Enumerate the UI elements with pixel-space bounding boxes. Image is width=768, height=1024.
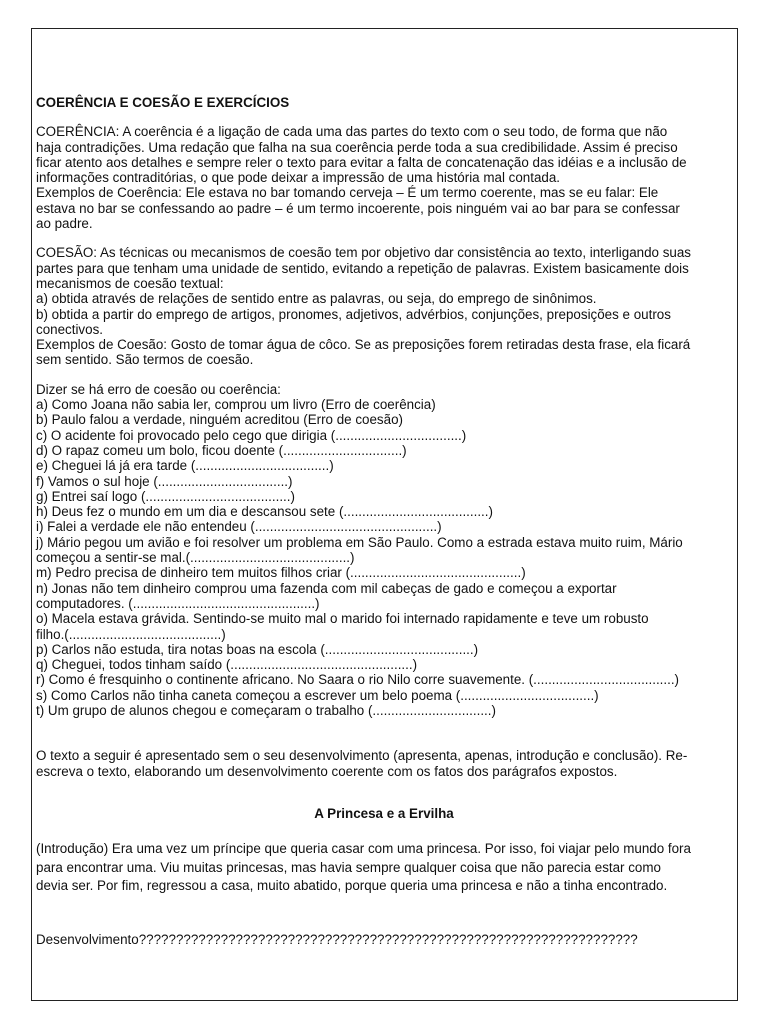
story-title: A Princesa e a Ervilha <box>314 805 454 821</box>
exercise-item: p) Carlos não estuda, tira notas boas na escola (........................................) <box>36 641 479 657</box>
text-line: COERÊNCIA: A coerência é a ligação de cada uma das partes do texto com o seu todo, de forma que não <box>36 124 668 140</box>
exercise-item: t) Um grupo de alunos chegou e começaram o trabalho (................................) <box>36 702 496 718</box>
text-line: mecanismos de coesão textual: <box>36 275 224 291</box>
exercise-item: começou a sentir-se mal.(...........................................) <box>36 550 355 566</box>
text-line: conectivos. <box>36 321 103 337</box>
coerencia-paragraph <box>36 124 732 231</box>
exercise-item: n) Jonas não tem dinheiro comprou uma fazenda com mil cabeças de gado e começou a exportar <box>36 580 617 596</box>
text-line: ao padre. <box>36 216 93 232</box>
instruction-paragraph <box>36 748 732 779</box>
text-line: Exemplos de Coerência: Ele estava no bar tomando cerveja – É um termo coerente, mas se eu falar: Ele <box>36 185 659 201</box>
text-line: a) obtida através de relações de sentido entre as palavras, ou seja, do emprego de sinônimos. <box>36 291 597 307</box>
exercise-item: c) O acidente foi provocado pelo cego que dirigia (..................................) <box>36 427 467 443</box>
text-line: escreva o texto, elaborando um desenvolvimento coerente com os fatos dos parágrafos expostos. <box>36 763 618 779</box>
text-line: estava no bar se confessando ao padre – é um termo incoerente, pois ninguém vai ao bar para se confessar <box>36 200 680 216</box>
text-line: ficar atento aos detalhes e sempre reler o texto para evitar a falta de concatenação das idéias e a inclusão de <box>36 154 687 170</box>
text-line: para encontrar uma. Viu muitas princesas, mas havia sempre qualquer coisa que não parecia estar como <box>36 859 661 875</box>
exercise-item: r) Como é fresquinho o continente africano. No Saara o rio Nilo corre suavemente. (......................................) <box>36 672 680 688</box>
exercise-item: m) Pedro precisa de dinheiro tem muitos filhos criar (..............................................) <box>36 565 526 581</box>
exercise-item: e) Cheguei lá já era tarde (....................................) <box>36 458 334 474</box>
exercise-heading: Dizer se há erro de coesão ou coerência: <box>36 381 281 397</box>
document-title: COERÊNCIA E COESÃO E EXERCÍCIOS <box>36 95 290 110</box>
exercise-item: h) Deus fez o mundo em um dia e descansou sete (.......................................) <box>36 504 493 520</box>
exercise-list <box>36 382 732 719</box>
exercise-item: q) Cheguei, todos tinham saído (.................................................) <box>36 657 418 673</box>
document-page <box>31 28 738 1001</box>
document-content <box>36 95 732 947</box>
development-prompt: Desenvolvimento??????????????????????????????????????????????????????????????????? <box>36 931 638 947</box>
exercise-item: filho.(.........................................) <box>36 626 226 642</box>
exercise-item: b) Paulo falou a verdade, ninguém acreditou (Erro de coesão) <box>36 412 403 428</box>
exercise-item: g) Entrei saí logo (.......................................) <box>36 488 295 504</box>
exercise-item: f) Vamos o sul hoje (...................................) <box>36 473 293 489</box>
text-line: informações contraditórias, o que pode deixar a impressão de uma história mal contada. <box>36 170 561 186</box>
text-line: (Introdução) Era uma vez um príncipe que queria casar com uma princesa. Por isso, foi viajar pelo mundo fora <box>36 841 691 857</box>
text-line: devia ser. Por fim, regressou a casa, muito abatido, porque queria uma princesa e não a tinha encontrado. <box>36 878 668 894</box>
text-line: sem sentido. São termos de coesão. <box>36 352 254 368</box>
exercise-item: a) Como Joana não sabia ler, comprou um livro (Erro de coerência) <box>36 397 436 413</box>
exercise-item: i) Falei a verdade ele não entendeu (.................................................) <box>36 519 442 535</box>
text-line: O texto a seguir é apresentado sem o seu desenvolvimento (apresenta, apenas, introdução e conclusão). Re- <box>36 748 688 764</box>
exercise-item: s) Como Carlos não tinha caneta começou a escrever um belo poema (....................................) <box>36 687 599 703</box>
text-line: COESÃO: As técnicas ou mecanismos de coesão tem por objetivo dar consistência ao texto, interligando suas <box>36 245 691 261</box>
text-line: partes para que tenham uma unidade de sentido, evitando a repetição de palavras. Existem basicamente dois <box>36 260 689 276</box>
coesao-paragraph <box>36 245 732 367</box>
exercise-item: j) Mário pegou um avião e foi resolver um problema em São Paulo. Como a estrada estava muito ruim, Mário <box>36 534 683 550</box>
text-line: b) obtida a partir do emprego de artigos, pronomes, adjetivos, advérbios, conjunções, preposições e outros <box>36 306 671 322</box>
text-line: Exemplos de Coesão: Gosto de tomar água de côco. Se as preposições forem retiradas desta frase, ela ficará <box>36 337 691 353</box>
exercise-item: o) Macela estava grávida. Sentindo-se muito mal o marido foi internado rapidamente e teve um robusto <box>36 611 649 627</box>
text-line: haja contradições. Uma redação que falha na sua coerência perde toda a sua credibilidade. Assim é preciso <box>36 139 678 155</box>
exercise-item: computadores. (.................................................) <box>36 595 320 611</box>
exercise-item: d) O rapaz comeu um bolo, ficou doente (................................) <box>36 442 407 458</box>
story-introduction <box>36 840 732 896</box>
